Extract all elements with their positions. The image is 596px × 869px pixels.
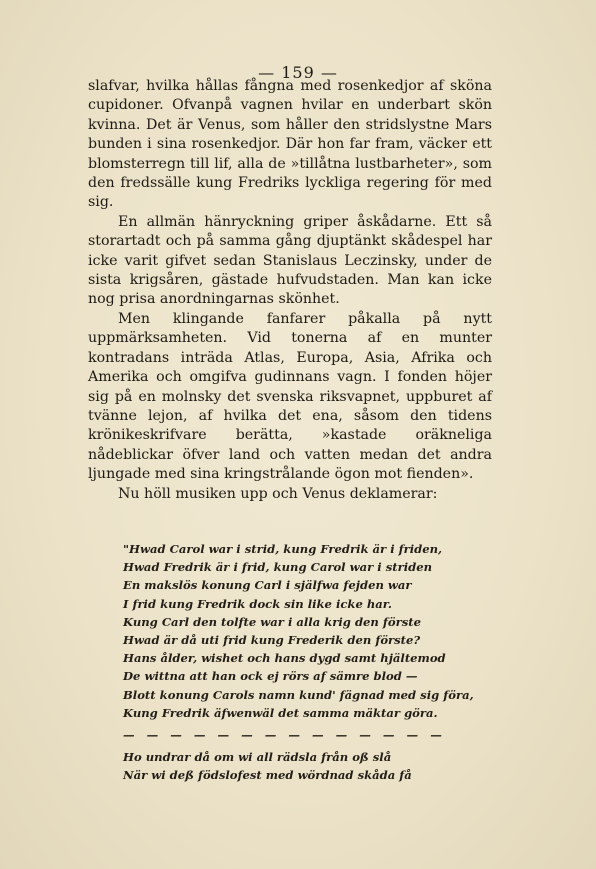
poem-line: Hans ålder, wishet och hans dygd samt hjältemod (123, 651, 446, 666)
poem-line: Hwad är då uti frid kung Frederik den förste? (123, 633, 421, 648)
paragraph: En allmän hänryckning griper åskådarne. Ett så storartadt och på samma gång djuptänkt skådespel har icke varit gifvet sedan Stanislaus Leczinsky, under de sista krigsåren, gästade hufvudstaden. Man kan icke nog prisa anordningarnas skönhet. (88, 213, 492, 308)
poem-separator: — — — — — — — — — — — — — — (123, 728, 446, 743)
body-text (88, 77, 492, 504)
page-number: — 159 — (258, 63, 338, 82)
poem-line: De wittna att han ock ej rörs af sämre blod — (123, 669, 418, 684)
paragraph: slafvar, hvilka hållas fångna med rosenkedjor af sköna cupidoner. Ofvanpå vagnen hvilar en underbart skön kvinna. Det är Venus, som håller den stridslystne Mars bunden i sina rosenkedjor. Där hon far fram, väcker ett blomsterregn till lif, alla de »tillåtna lustbarheter», som den fredssälle kung Fredriks lyckliga regering för med sig. (88, 78, 492, 211)
poem-line: I frid kung Fredrik dock sin like icke har. (123, 596, 392, 611)
poem-line: När wi deß födslofest med wördnad skåda få (123, 768, 412, 783)
poem-line: Kung Carl den tolfte war i alla krig den förste (123, 614, 421, 629)
poem-line: Blott konung Carols namn kund' fägnad med sig föra, (123, 687, 474, 702)
paragraph: Men klingande fanfarer påkalla på nytt uppmärksamheten. Vid tonerna af en munter kontradans inträda Atlas, Europa, Asia, Afrika och Amerika och omgifva gudinnans vagn. I fonden höjer sig på en molnsky det svenska riksvapnet, uppburet af tvänne lejon, af hvilka det ena, såsom den tidens krönikeskrifvare berätta, »kastade oräkneliga nådeblickar öfver land och vatten medan det andra ljungade med sina kringstrålande ögon mot fienden». (88, 310, 492, 483)
poem (123, 540, 474, 785)
poem-line: Hwad Fredrik är i frid, kung Carol war i striden (123, 560, 433, 575)
poem-line: En makslös konung Carl i själfwa fejden war (123, 578, 412, 593)
paragraph: Nu höll musiken upp och Venus deklamerar: (118, 485, 438, 502)
poem-line: "Hwad Carol war i strid, kung Fredrik är i friden, (123, 542, 443, 556)
poem-line: Ho undrar då om wi all rädsla från oß slå (123, 750, 392, 765)
poem-line: Kung Fredrik äfwenwäl det samma mäktar göra. (123, 705, 438, 720)
